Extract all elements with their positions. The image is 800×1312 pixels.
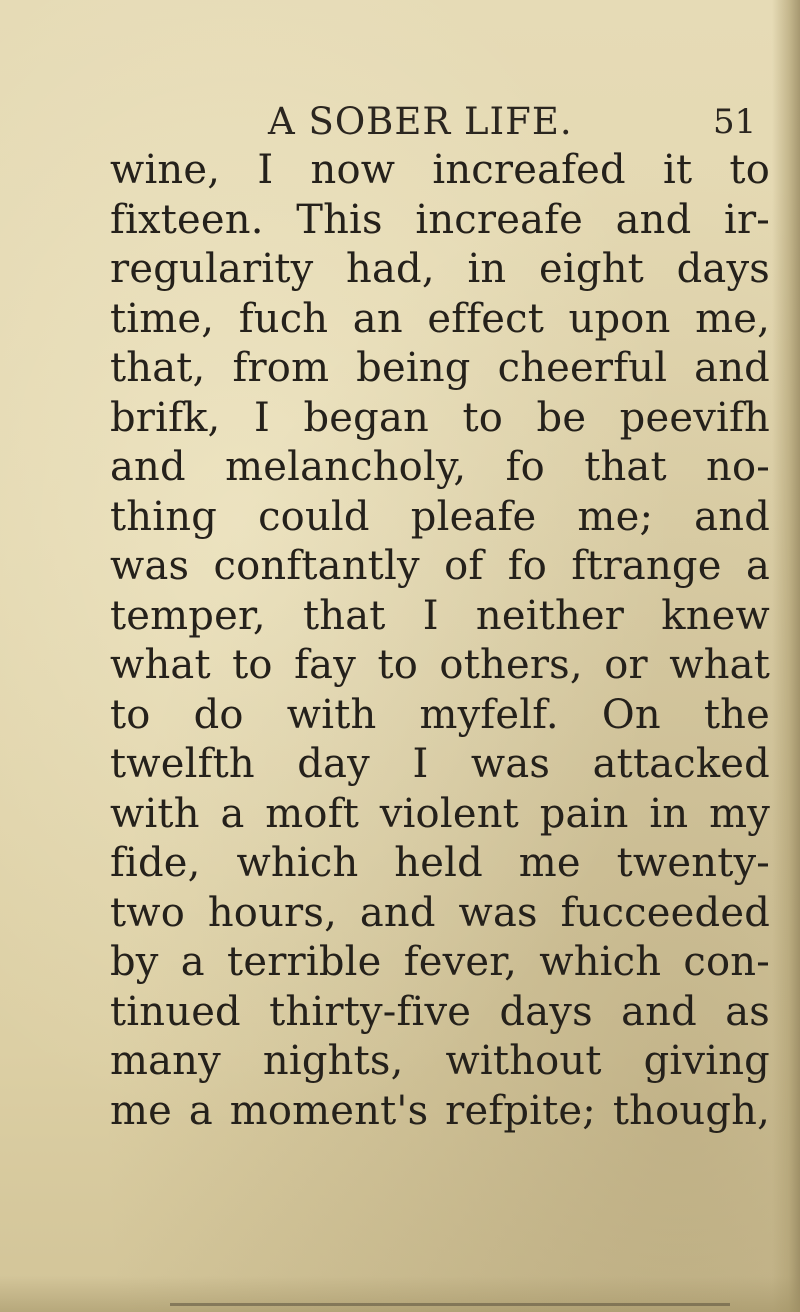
text-line: time, fuch an effect upon me, [110, 295, 770, 342]
text-line: two hours, and was fucceeded [110, 889, 770, 936]
text-line: that, from being cheerful and [110, 345, 770, 391]
text-line: temper, that I neither knew [110, 592, 770, 639]
text-line: was conftantly of fo ftrange a [110, 543, 770, 589]
text-line: with a moft violent pain in my [110, 790, 770, 837]
text-line: thing could pleafe me; and [110, 493, 770, 540]
page-edge-shadow-bottom [0, 1276, 800, 1312]
page-bottom-edge-line [170, 1303, 730, 1306]
text-line: regularity had, in eight days [110, 246, 770, 292]
running-title: A SOBER LIFE. [268, 100, 573, 143]
text-line: many nights, without giving [110, 1038, 770, 1084]
text-line: fide, which held me twenty- [110, 840, 770, 886]
text-line: by a terrible fever, which con- [110, 939, 770, 985]
text-line: what to fay to others, or what [110, 642, 770, 688]
text-line: wine, I now increafed it to [110, 147, 770, 193]
text-line: to do with myfelf. On the [110, 691, 770, 738]
text-line: twelfth day I was attacked [110, 741, 770, 787]
text-line: and melancholy, fo that no- [110, 444, 770, 490]
page-number: 51 [713, 102, 757, 142]
text-line: brifk, I began to be peevifh [110, 394, 770, 441]
text-line: me a moment's refpite; though, [110, 1087, 770, 1134]
text-line: tinued thirty-five days and as [110, 988, 770, 1035]
text-line: fixteen. This increafe and ir- [110, 196, 770, 243]
page-edge-shadow-right [772, 0, 800, 1312]
body-text [110, 146, 770, 1136]
